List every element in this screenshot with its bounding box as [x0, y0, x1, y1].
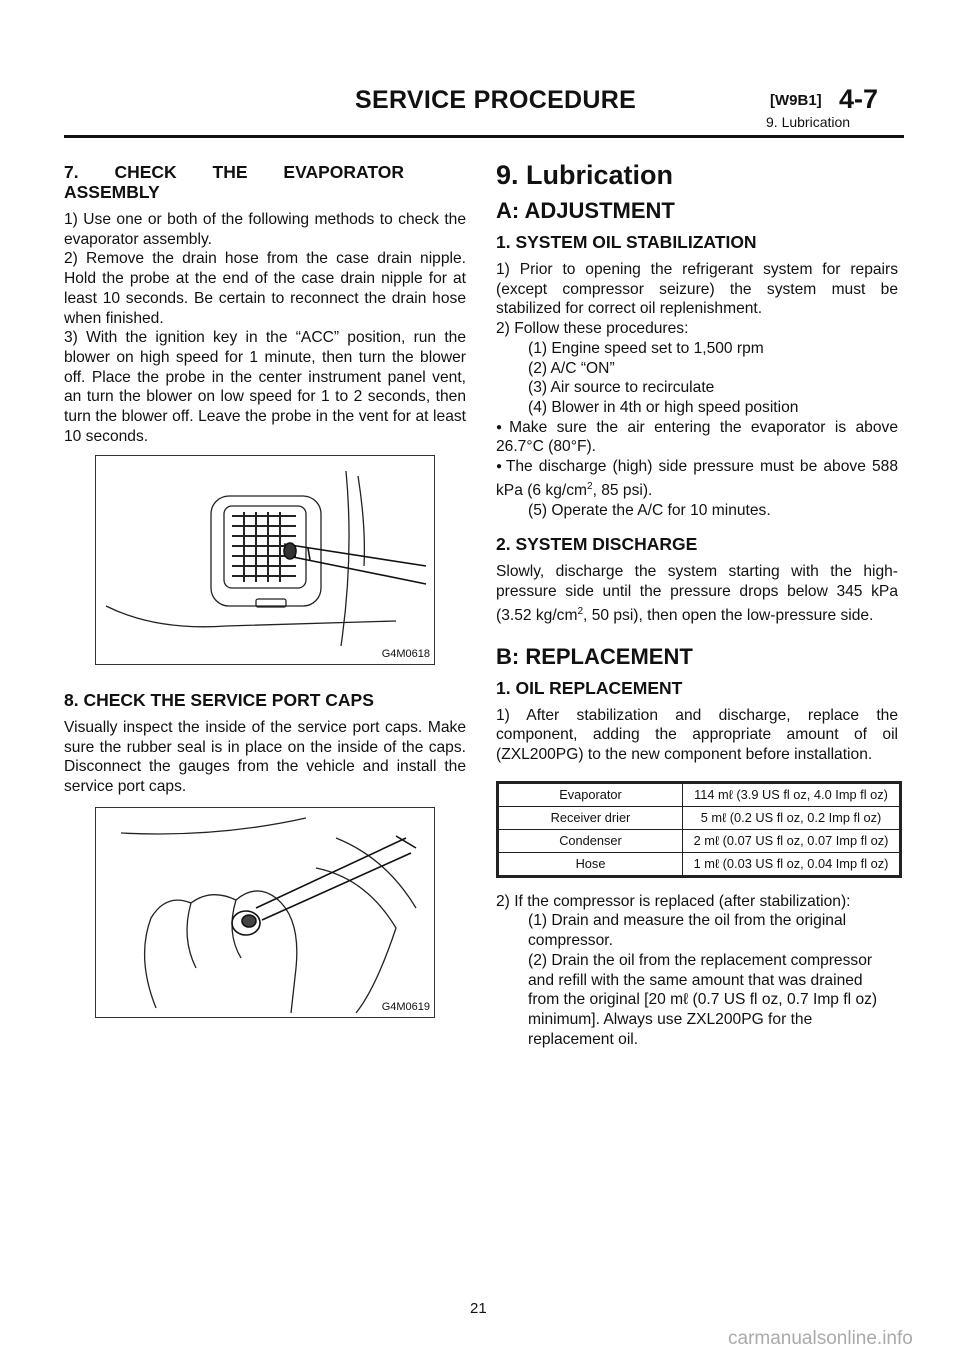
section-8-body: Visually inspect the inside of the service port caps. Make sure the rubber seal is in place on the inside of the caps. Disconnect the gauges from the vehicle and install the service port caps. [64, 719, 466, 796]
substep-1: (1) Engine speed set to 1,500 rpm [528, 339, 764, 357]
header-code: [W9B1] [770, 92, 822, 109]
section-7-heading: 7. CHECK THE EVAPORATOR ASSEMBLY [64, 162, 404, 202]
bullet-air-temperature-text: Make sure the air entering the evaporator is above 26.7°C (80°F). [496, 418, 899, 456]
table-cell-component: Condenser [499, 829, 683, 852]
figure-service-port-cap [95, 807, 435, 1018]
figure-1-caption: G4M0618 [381, 648, 430, 660]
bullet-discharge-sup: 2 [587, 480, 593, 492]
table-cell-component: Hose [499, 852, 683, 875]
page-header-title: SERVICE PROCEDURE [355, 86, 637, 114]
system-discharge-body [496, 562, 898, 625]
stabilization-step-1: 1) Prior to opening the refrigerant system for repairs (except compressor seizure) the system must be stabilized for correct oil replenishment. [496, 261, 898, 318]
service-port-illustration [96, 808, 434, 1017]
header-subtitle: 9. Lubrication [766, 114, 851, 130]
right-column [496, 160, 898, 1049]
substep-3: (3) Air source to recirculate [528, 379, 715, 397]
table-cell-amount: 114 mℓ (3.9 US fl oz, 4.0 Imp fl oz) [683, 783, 900, 806]
left-column [64, 162, 466, 446]
oil-replacement-heading: 1. OIL REPLACEMENT [496, 677, 683, 698]
figure-vent-probe [95, 455, 435, 665]
oil-amount-table [496, 781, 902, 878]
table-cell-component: Receiver drier [499, 806, 683, 829]
replacement-heading: B: REPLACEMENT [496, 643, 693, 669]
discharge-text-a: Slowly, discharge the system starting with the high-pressure side until the pressure drops below 345 kPa (3.52 kg/cm [496, 563, 898, 624]
bullet-discharge-pressure [496, 457, 898, 501]
discharge-sup: 2 [577, 605, 584, 617]
section-7-step-2: 2) Remove the drain hose from the case drain nipple. Hold the probe at the end of the case drain nipple for at least 10 seconds. Be certain to reconnect the drain hose when finished. [64, 250, 466, 327]
lubrication-heading: 9. Lubrication [496, 160, 674, 190]
compressor-substep-1: (1) Drain and measure the oil from the original compressor. [528, 912, 847, 950]
oil-stabilization-heading: 1. SYSTEM OIL STABILIZATION [496, 232, 757, 252]
oil-replacement-step-1: 1) After stabilization and discharge, replace the component, adding the appropriate amount of oil (ZXL200PG) to the new component before installation. [496, 706, 898, 764]
bullet-air-temperature [496, 418, 898, 457]
watermark: carmanualsonline.info [728, 1328, 913, 1349]
section-8-heading: 8. CHECK THE SERVICE PORT CAPS [64, 690, 374, 710]
adjustment-heading: A: ADJUSTMENT [496, 198, 675, 223]
bullet-discharge-text-b: , 85 psi). [592, 481, 653, 499]
oil-replacement-step-2: 2) If the compressor is replaced (after stabilization): [496, 892, 851, 910]
table-row [499, 852, 900, 875]
substep-5: (5) Operate the A/C for 10 minutes. [528, 501, 771, 519]
stabilization-step-2: 2) Follow these procedures: [496, 320, 689, 338]
substep-2: (2) A/C “ON” [528, 359, 615, 377]
section-number: 4-7 [839, 84, 879, 114]
section-7-step-3: 3) With the ignition key in the “ACC” position, run the blower on high speed for 1 minute, then turn the blower off. Place the probe in the center instrument panel vent, an turn the blower on low speed for 1 to 2 seconds, then turn the blower off. Leave the probe in the vent for at least 10 seconds. [64, 329, 466, 445]
section-7-step-1: 1) Use one or both of the following methods to check the evaporator assembly. [64, 211, 466, 248]
table-cell-amount: 2 mℓ (0.07 US fl oz, 0.07 Imp fl oz) [683, 829, 900, 852]
left-column-lower [64, 690, 466, 797]
table-cell-component: Evaporator [499, 783, 683, 806]
figure-2-caption: G4M0619 [381, 1001, 430, 1013]
table-row [499, 829, 900, 852]
substep-4: (4) Blower in 4th or high speed position [528, 398, 799, 416]
table-row [499, 806, 900, 829]
table-row [499, 783, 900, 806]
system-discharge-heading: 2. SYSTEM DISCHARGE [496, 534, 698, 555]
compressor-substep-2: (2) Drain the oil from the replacement compressor and refill with the same amount that was drained from the original [20 mℓ (0.7 US fl oz, 0.7 Imp fl oz) minimum]. Always use ZXL200PG for the replacement oil. [528, 951, 878, 1048]
header-rule [64, 135, 904, 138]
table-cell-amount: 5 mℓ (0.2 US fl oz, 0.2 Imp fl oz) [683, 806, 900, 829]
page-number: 21 [470, 1300, 487, 1317]
table-cell-amount: 1 mℓ (0.03 US fl oz, 0.04 Imp fl oz) [683, 852, 900, 875]
discharge-text-b: , 50 psi), then open the low-pressure side. [583, 606, 874, 624]
bullet-discharge-text-a: The discharge (high) side pressure must be above 588 kPa (6 kg/cm [496, 458, 898, 499]
vent-probe-illustration [96, 456, 434, 664]
